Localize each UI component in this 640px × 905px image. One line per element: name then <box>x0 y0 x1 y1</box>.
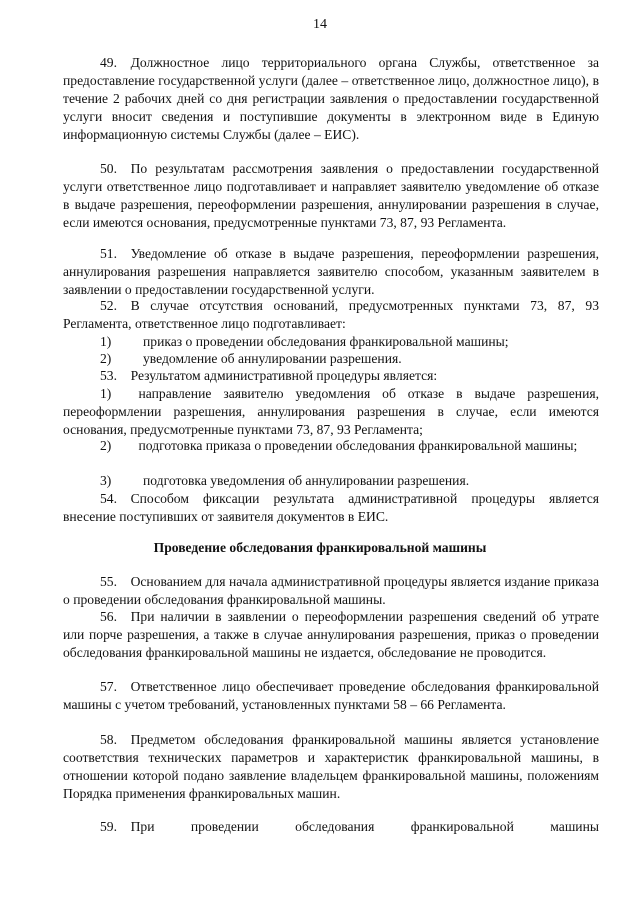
paragraph-56: 56. При наличии в заявлении о переоформлении разрешения сведений об утрате или порче разрешения, а также в случае аннулирования разрешения, приказ о проведении обследования франкировальной машины не издается, обследование не проводится. <box>63 609 599 660</box>
paragraph-52: 52. В случае отсутствия оснований, предусмотренных пунктами 73, 87, 93 Регламента, ответственное лицо подготавливает: <box>63 298 599 331</box>
paragraph-50: 50. По результатам рассмотрения заявления о предоставлении государственной услуги ответственное лицо подготавливает и направляет заявителю уведомление об отказе в выдаче разрешения, переоформлении разрешения, аннулировании разрешения в случае, если имеются основания, предусмотренные пунктами 73, 87, 93 Регламента. <box>63 161 599 230</box>
list-item <box>100 333 600 351</box>
paragraph-59: 59. При проведении обследования франкировальной машины <box>100 819 599 834</box>
section-heading: Проведение обследования франкировальной машины <box>153 540 487 555</box>
paragraph-57: 57. Ответственное лицо обеспечивает проведение обследования франкировальной машины с учетом требований, установленных пунктами 58 – 66 Регламента. <box>63 679 599 712</box>
list-item <box>100 472 600 490</box>
page-number: 14 <box>313 17 327 32</box>
list-item-number: 3) <box>100 473 112 488</box>
list-item-text: уведомление об аннулировании разрешения. <box>143 351 402 366</box>
list-item <box>100 350 600 368</box>
paragraph-51: 51. Уведомление об отказе в выдаче разрешения, переоформлении разрешения, аннулирования разрешения направляется заявителю способом, указанным заявителем в заявлении о предоставлении государственной услуги. <box>63 246 599 297</box>
list-item-number: 1) <box>100 334 112 349</box>
paragraph-55: 55. Основанием для начала административной процедуры является издание приказа о проведении обследования франкировальной машины. <box>63 574 599 607</box>
paragraph-49: 49. Должностное лицо территориального органа Службы, ответственное за предоставление государственной услуги (далее – ответственное лицо, должностное лицо), в течение 2 рабочих дней со дня регистрации заявления о предоставлении государственной услуги вносит сведения и поступившие документы в электронном виде в Единую информационную системы Службы (далее – ЕИС). <box>63 55 599 142</box>
list-item-number: 2) <box>100 351 112 366</box>
paragraph-53-item-2: 2) подготовка приказа о проведении обследования франкировальной машины; <box>100 438 578 453</box>
list-item-text: подготовка уведомления об аннулировании разрешения. <box>143 473 470 488</box>
paragraph-53: 53. Результатом административной процедуры является: <box>100 368 438 383</box>
list-item-text: приказ о проведении обследования франкировальной машины; <box>143 334 509 349</box>
paragraph-53-item-1: 1) направление заявителю уведомления об отказе в выдаче разрешения, переоформлении разрешения, аннулирования разрешения в случае, если имеются основания, предусмотренные пунктами 73, 87, 93 Регламента; <box>63 386 599 437</box>
paragraph-58: 58. Предметом обследования франкировальной машины является установление соответствия технических параметров и характеристик франкировальной машины, в отношении которой подано заявление владельцем франкировальной машины, положениям Порядка применения франкировальных машин. <box>63 732 599 801</box>
paragraph-54: 54. Способом фиксации результата административной процедуры является внесение поступивших от заявителя документов в ЕИС. <box>63 491 599 524</box>
